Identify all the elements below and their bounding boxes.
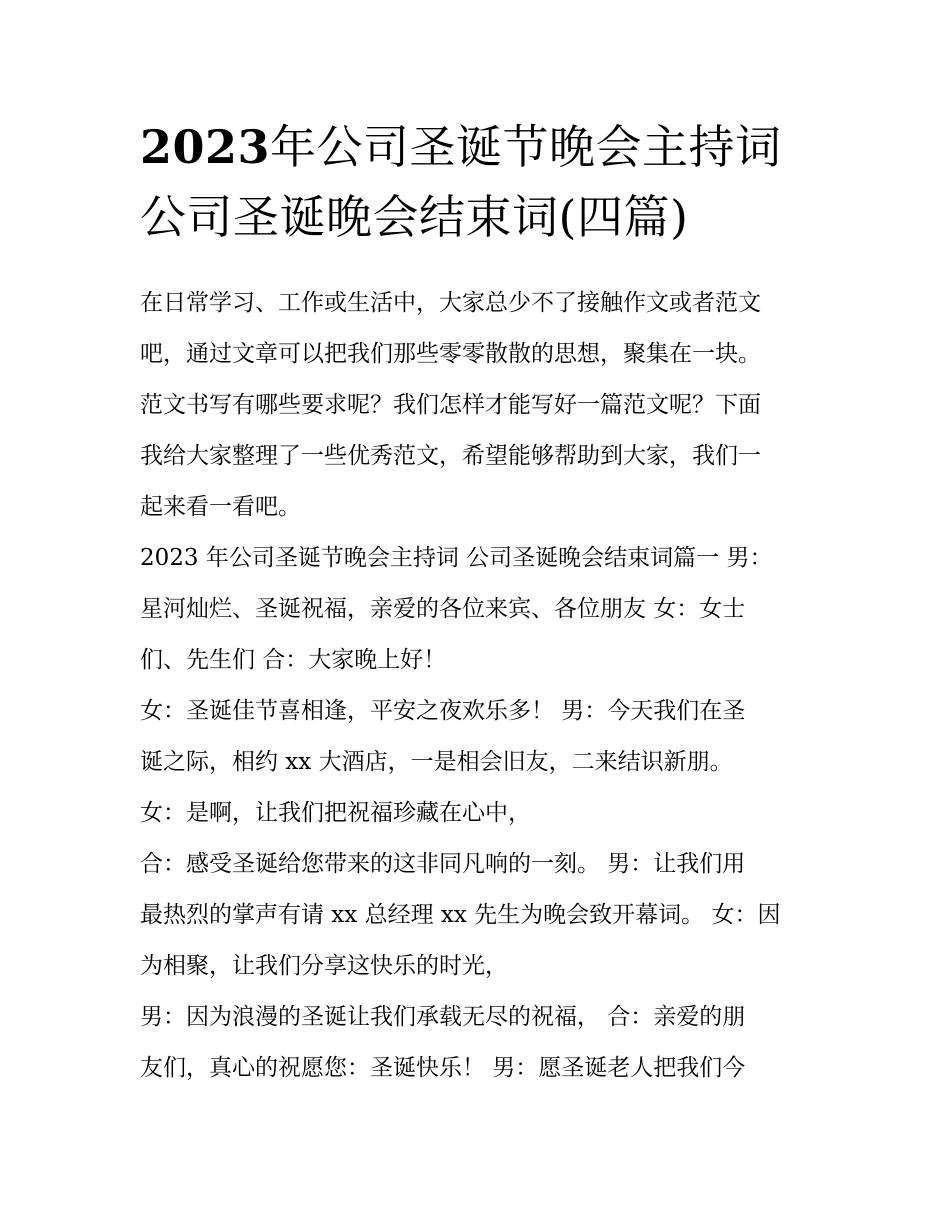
text-line: 2023 年公司圣诞节晚会主持词 公司圣诞晚会结束词篇一 男： — [140, 545, 773, 571]
title-line-2: 公司圣诞晚会结束词(四篇) — [140, 190, 689, 244]
paragraph-speech — [140, 839, 820, 992]
text-line: 星河灿烂、圣诞祝福，亲爱的各位来宾、各位朋友 女：女士 — [140, 596, 746, 622]
text-line: 范文书写有哪些要求呢？我们怎样才能写好一篇范文呢？下面 — [140, 392, 761, 418]
text-line: 最热烈的掌声有请 xx 总经理 xx 先生为晚会致开幕词。 女：因 — [140, 902, 781, 928]
paragraph-blessing — [140, 788, 820, 839]
text-line: 我给大家整理了一些优秀范文，希望能够帮助到大家，我们一 — [140, 443, 761, 469]
text-line: 们、先生们 合：大家晚上好！ — [140, 647, 447, 673]
title-year: 2023 — [140, 120, 271, 174]
text-line: 起来看一看吧。 — [140, 494, 301, 520]
text-line: 女：是啊，让我们把祝福珍藏在心中， — [140, 800, 531, 826]
text-line: 合：感受圣诞给您带来的这非同凡响的一刻。 男：让我们用 — [140, 851, 746, 877]
paragraph-greeting — [140, 686, 820, 788]
text-line: 在日常学习、工作或生活中，大家总少不了接触作文或者范文 — [140, 290, 761, 316]
text-line: 吧，通过文章可以把我们那些零零散散的思想，聚集在一块。 — [140, 341, 761, 367]
title-line-1-text: 年公司圣诞节晚会主持词 — [270, 120, 782, 174]
text-line: 女：圣诞佳节喜相逢，平安之夜欢乐多！ 男：今天我们在圣 — [140, 698, 746, 724]
text-line: 为相聚，让我们分享这快乐的时光， — [140, 953, 508, 979]
document-body — [140, 278, 820, 1094]
text-line: 男：因为浪漫的圣诞让我们承载无尽的祝福， 合：亲爱的朋 — [140, 1004, 746, 1030]
text-line: 友们，真心的祝愿您：圣诞快乐！ 男：愿圣诞老人把我们今 — [140, 1055, 746, 1081]
title-line-1 — [140, 112, 820, 182]
text-line: 诞之际，相约 xx 大酒店，一是相会旧友，二来结识新朋。 — [140, 749, 733, 775]
paragraph-wishes — [140, 992, 820, 1094]
paragraph-intro — [140, 278, 820, 533]
document-title — [140, 112, 820, 252]
paragraph-opening — [140, 533, 820, 686]
